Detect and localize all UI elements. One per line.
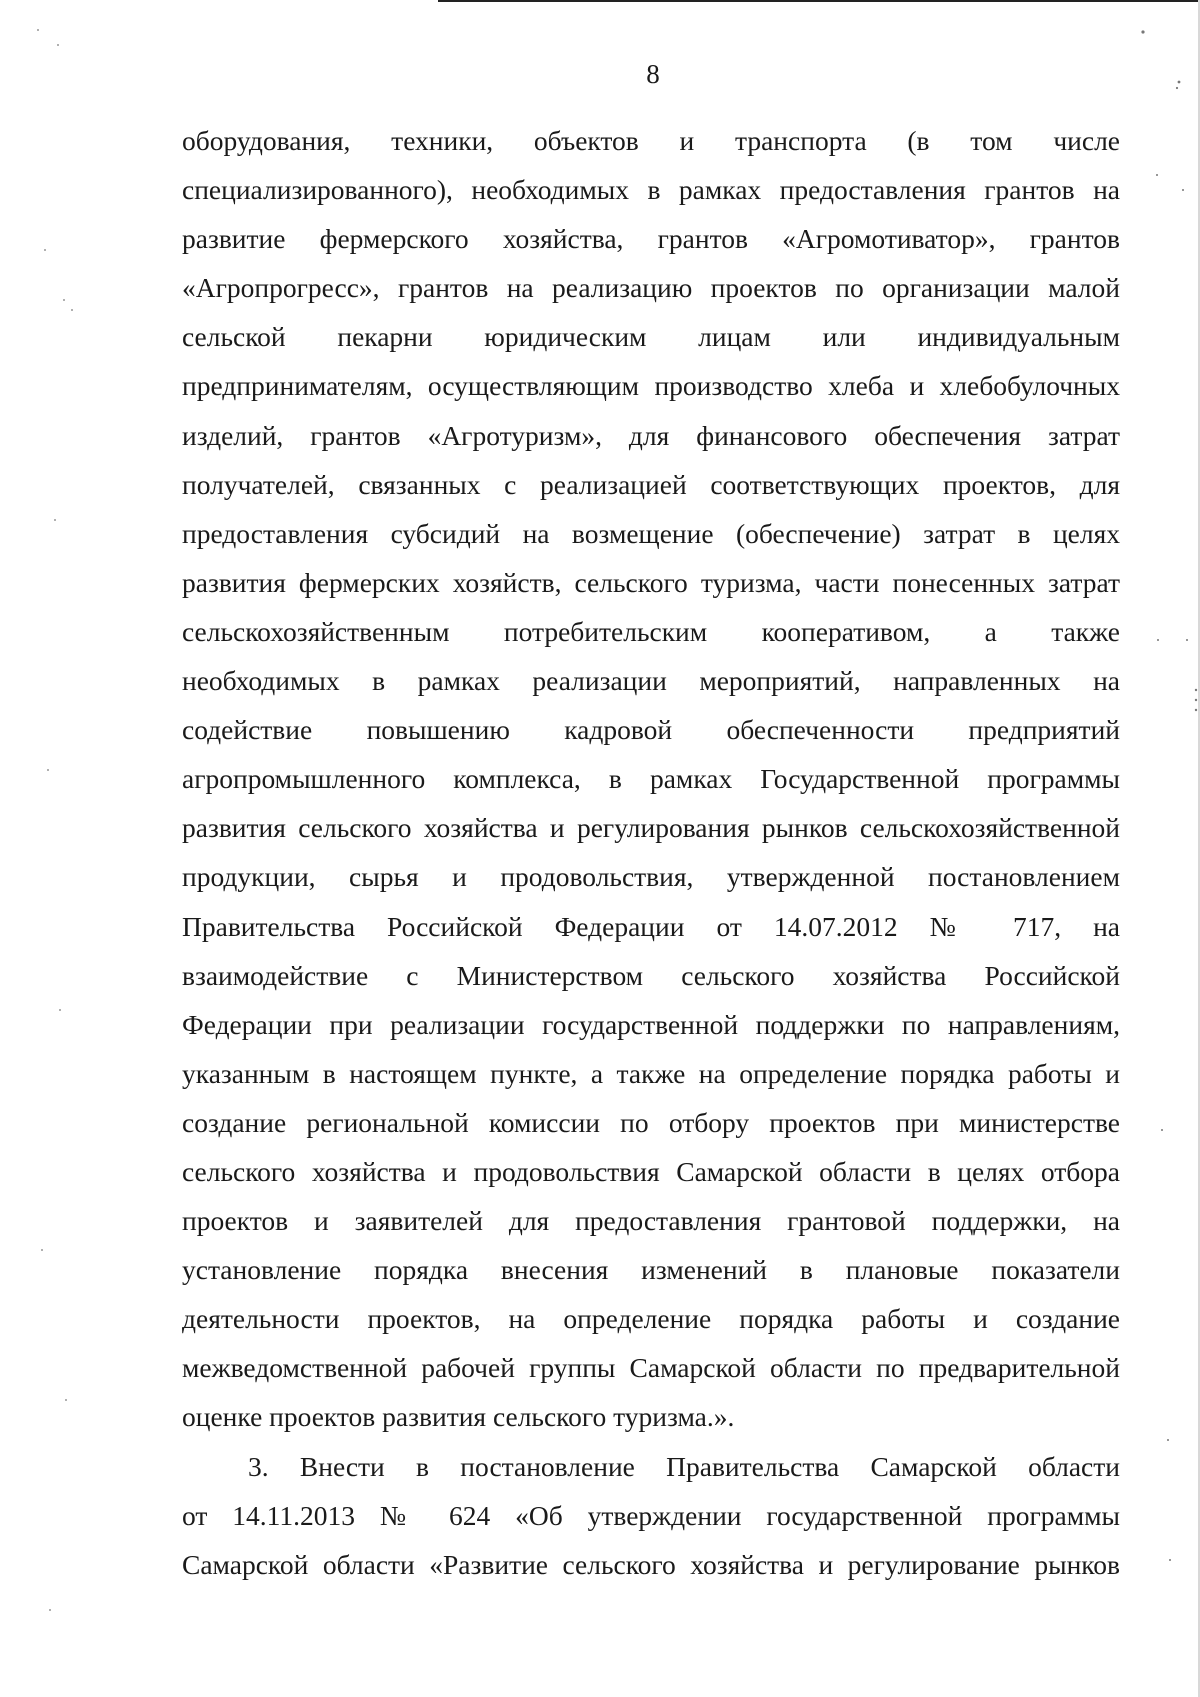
- document-body: [182, 116, 1120, 1589]
- text-line: оборудования, техники, объектов и транспорта (в том числе: [182, 125, 1120, 156]
- text-line-paragraph-start: 3. Внести в постановление Правительства Самарской области: [248, 1450, 1120, 1482]
- text-line: сельской пекарни юридическим лицам или индивидуальным: [182, 321, 1120, 353]
- text-line-paragraph-end: оценке проектов развития сельского туризма.».: [182, 1401, 735, 1433]
- text-line: от 14.11.2013 № 624 «Об утверждении государственной программы: [182, 1499, 1120, 1531]
- text-line: деятельности проектов, на определение порядка работы и создание: [182, 1303, 1120, 1335]
- text-line: предоставления субсидий на возмещение (обеспечение) затрат в целях: [182, 517, 1120, 549]
- text-line: взаимодействие с Министерством сельского хозяйства Российской: [182, 959, 1120, 991]
- text-line: получателей, связанных с реализацией соответствующих проектов, для: [182, 468, 1120, 500]
- text-line: сельского хозяйства и продовольствия Самарской области в целях отбора: [182, 1155, 1120, 1187]
- text-line: Правительства Российской Федерации от 14.07.2012 № 717, на: [182, 910, 1120, 942]
- text-line: сельскохозяйственным потребительским кооперативом, а также: [182, 615, 1120, 647]
- text-line: создание региональной комиссии по отбору проектов при министерстве: [182, 1106, 1120, 1138]
- text-line: продукции, сырья и продовольствия, утвержденной постановлением: [182, 861, 1120, 893]
- text-line: развитие фермерского хозяйства, грантов «Агромотиватор», грантов: [182, 223, 1120, 255]
- text-line: агропромышленного комплекса, в рамках Государственной программы: [182, 763, 1120, 795]
- text-line: развития сельского хозяйства и регулирования рынков сельскохозяйственной: [182, 812, 1120, 844]
- text-line: Самарской области «Развитие сельского хозяйства и регулирование рынков: [182, 1548, 1120, 1580]
- text-line: необходимых в рамках реализации мероприятий, направленных на: [182, 665, 1120, 697]
- text-line: установление порядка внесения изменений в плановые показатели: [182, 1254, 1120, 1286]
- text-line: «Агропрогресс», грантов на реализацию проектов по организации малой: [182, 272, 1120, 304]
- text-line: межведомственной рабочей группы Самарской области по предварительной: [182, 1352, 1120, 1384]
- text-line: указанным в настоящем пункте, а также на определение порядка работы и: [182, 1057, 1120, 1089]
- text-line: изделий, грантов «Агротуризм», для финансового обеспечения затрат: [182, 419, 1120, 451]
- text-line: развития фермерских хозяйств, сельского туризма, части понесенных затрат: [182, 566, 1120, 598]
- page-number: 8: [646, 59, 660, 89]
- text-line: специализированного), необходимых в рамках предоставления грантов на: [182, 174, 1120, 206]
- text-line: Федерации при реализации государственной поддержки по направлениям,: [182, 1008, 1120, 1040]
- text-line: содействие повышению кадровой обеспеченности предприятий: [182, 714, 1120, 746]
- text-line: предпринимателям, осуществляющим производство хлеба и хлебобулочных: [182, 370, 1120, 402]
- text-line: проектов и заявителей для предоставления грантовой поддержки, на: [182, 1205, 1120, 1237]
